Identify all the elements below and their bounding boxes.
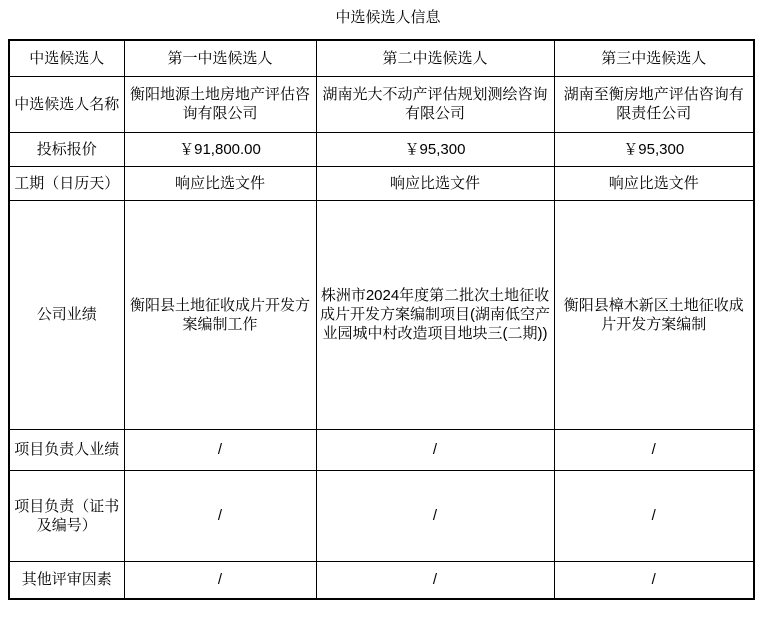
header-cell-row-label: 中选候选人 [9,40,124,76]
table-row [9,470,754,561]
table-cell-r6-c2: / [554,561,754,599]
table-cell-r4-c0: / [124,429,316,470]
table-cell-r4-c2: / [554,429,754,470]
header-cell-candidate-1: 第一中选候选人 [124,40,316,76]
table-row [9,76,754,132]
table-cell-r6-c0: / [124,561,316,599]
table-cell-r1-c0: ￥91,800.00 [124,132,316,166]
table-cell-r0-c2: 湖南至衡房地产评估咨询有限责任公司 [554,76,754,132]
table-cell-r5-c1: / [316,470,554,561]
table-cell-r3-c1: 株洲市2024年度第二批次土地征收成片开发方案编制项目(湖南低空产业园城中村改造项目地块三(二期)) [316,200,554,429]
table-cell-r2-c2: 响应比选文件 [554,166,754,200]
header-cell-candidate-3: 第三中选候选人 [554,40,754,76]
table-cell-r5-c0: / [124,470,316,561]
table-row [9,166,754,200]
table-cell-r3-c2: 衡阳县樟木新区土地征收成片开发方案编制 [554,200,754,429]
table-cell-r2-c0: 响应比选文件 [124,166,316,200]
row-label: 工期（日历天） [9,166,124,200]
table-row [9,200,754,429]
table-cell-r6-c1: / [316,561,554,599]
table-row [9,132,754,166]
row-label: 公司业绩 [9,200,124,429]
row-label: 中选候选人名称 [9,76,124,132]
row-label: 投标报价 [9,132,124,166]
table-cell-r4-c1: / [316,429,554,470]
header-cell-candidate-2: 第二中选候选人 [316,40,554,76]
table-cell-r2-c1: 响应比选文件 [316,166,554,200]
table-cell-r3-c0: 衡阳县土地征收成片开发方案编制工作 [124,200,316,429]
row-label: 其他评审因素 [9,561,124,599]
table-row [9,429,754,470]
table-cell-r0-c1: 湖南光大不动产评估规划测绘咨询有限公司 [316,76,554,132]
row-label: 项目负责（证书及编号） [9,470,124,561]
table-row [9,561,754,599]
table-cell-r5-c2: / [554,470,754,561]
table-cell-r1-c1: ￥95,300 [316,132,554,166]
page-title: 中选候选人信息 [335,9,441,26]
table-cell-r1-c2: ￥95,300 [554,132,754,166]
table-header-row [9,40,754,76]
table-cell-r0-c0: 衡阳地源土地房地产评估咨询有限公司 [124,76,316,132]
row-label: 项目负责人业绩 [9,429,124,470]
candidate-info-table [8,39,755,600]
